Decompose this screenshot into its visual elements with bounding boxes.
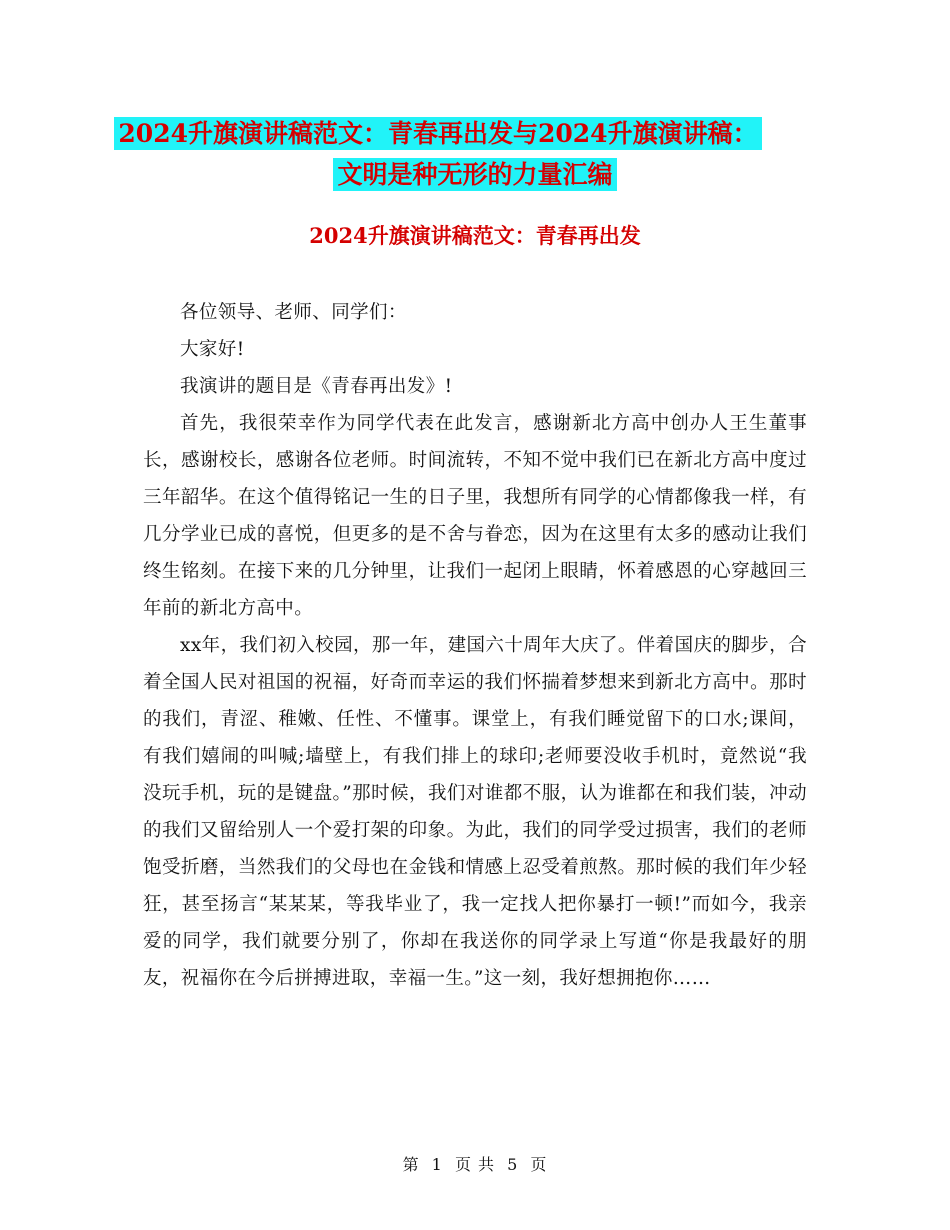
- body-text: [143, 294, 807, 997]
- document-title-line-1: [38, 113, 838, 155]
- document-title-line-2: [0, 154, 950, 196]
- footer-suffix: 页: [530, 1155, 548, 1174]
- page-number: 1: [431, 1155, 443, 1174]
- footer-prefix: 第: [402, 1155, 420, 1174]
- page-footer: [0, 1152, 950, 1175]
- title-highlight: 2024升旗演讲稿范文：青春再出发与2024升旗演讲稿：: [114, 117, 761, 150]
- paragraph-intro: 首先，我很荣幸作为同学代表在此发言，感谢新北方高中创办人王生董事长，感谢校长，感谢各位老师。时间流转，不知不觉中我们已在新北方高中度过三年韶华。在这个值得铭记一生的日子里，我想所有同学的心情都像我一样，有几分学业已成的喜悦，但更多的是不舍与眷恋，因为在这里有太多的感动让我们终生铭刻。在接下来的几分钟里，让我们一起闭上眼睛，怀着感恩的心穿越回三年前的新北方高中。: [143, 413, 807, 619]
- section-title: 2024升旗演讲稿范文：青春再出发: [309, 223, 641, 248]
- paragraph-topic: 我演讲的题目是《青春再出发》!: [180, 376, 453, 397]
- paragraph-memories: xx年，我们初入校园，那一年，建国六十周年大庆了。伴着国庆的脚步，合着全国人民对祖国的祝福，好奇而幸运的我们怀揣着梦想来到新北方高中。那时的我们，青涩、稚嫩、任性、不懂事。课堂上，有我们睡觉留下的口水;课间，有我们嬉闹的叫喊;墙壁上，有我们排上的球印;老师要没收手机时，竟然说“我没玩手机，玩的是键盘。”那时候，我们对谁都不服，认为谁都在和我们装，冲动的我们又留给别人一个爱打架的印象。为此，我们的同学受过损害，我们的老师饱受折磨，当然我们的父母也在金钱和情感上忍受着煎熬。那时候的我们年少轻狂，甚至扬言“某某某，等我毕业了，我一定找人把你暴打一顿!”而如今，我亲爱的同学，我们就要分别了，你却在我送你的同学录上写道“你是我最好的朋友，祝福你在今后拼搏进取，幸福一生。”这一刻，我好想拥抱你……: [143, 635, 807, 989]
- page-total: 5: [507, 1155, 519, 1174]
- paragraph-salutation: 各位领导、老师、同学们：: [180, 302, 407, 323]
- title-highlight: 文明是种无形的力量汇编: [333, 158, 616, 191]
- paragraph-greeting: 大家好!: [180, 339, 245, 360]
- footer-mid: 页 共: [454, 1155, 496, 1174]
